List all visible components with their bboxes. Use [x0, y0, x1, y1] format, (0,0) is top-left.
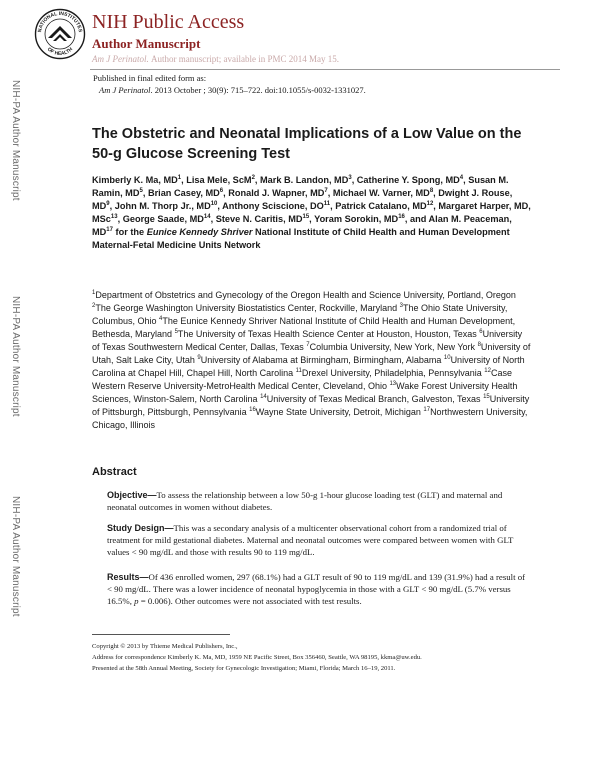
header-divider: [90, 69, 560, 70]
authors-connector: and: [409, 214, 427, 224]
author-name: Dwight J. Rouse, MD: [92, 188, 513, 211]
side-label-top: NIH-PA Author Manuscript: [10, 80, 21, 201]
affiliation-text: Drexel University, Philadelphia, Pennsylvania: [301, 368, 482, 378]
affiliation-number: 16: [249, 407, 256, 413]
affiliation-text: Columbia University, New York, New York: [309, 342, 476, 352]
author-name: John M. Thorp Jr., MD: [114, 201, 211, 211]
author-name: Patrick Catalano, MD: [335, 201, 427, 211]
author-list: Kimberly K. Ma, $MD^1$, Lisa Mele, ScM$^2$, Mark B. Landon, $MD^3$, Catherine Y. Spong, $MD^4$, Susan M. Ramin, $MD^5$, Brian Casey, $MD^6$, Ronald J. Wapner, $MD^7$, Michael W. Varner, $MD^8$, Dwight J. Rouse, $MD^9$, John M. Thorp Jr., MD$^{10}$, Anthony Sciscione, DO$^{11}$, Patrick Catalano, MD$^{12}$, Margaret Harper, MD, MSc$^{13}$, George Saade, MD$^{14}$, Steve N. Caritis, MD$^{15}$, Yoram Sorokin, MD$^{16}$, and Alan M. Peaceman, MD$^{17}$ for the Eunice Kennedy Shriver National Institute of Child Health and Human Development Maternal-Fetal Medicine Units Network: [92, 174, 531, 250]
journal-abbrev: Am J Perinatol.: [92, 54, 149, 64]
affiliation-text: University of Texas Southwestern Medical Center, Dallas, Texas: [92, 329, 523, 352]
author-affiliation-ref: 9: [106, 200, 110, 207]
affiliation-number: 7: [306, 342, 310, 348]
author-affiliation-ref: 10: [210, 200, 218, 207]
footnotes: [92, 641, 532, 674]
correspondence-note: Address for correspondence Kimberly K. Ma, MD, 1959 NE Pacific Street, Box 356460, Seattle, WA 98195, kkma@uw.edu.: [92, 654, 422, 661]
affiliation-text: Wake Forest University Health Sciences, Winston-Salem, North Carolina: [92, 381, 518, 404]
affiliation-number: 4: [159, 316, 163, 322]
affiliation-text: University of Texas Medical Branch, Galveston, Texas: [266, 394, 481, 404]
authors-group-prefix: for the: [115, 227, 145, 237]
study-design-text: This was a secondary analysis of a multicenter observational cohort from a randomized trial of treatment for mild gestational diabetes. Maternal and neonatal outcomes were compared between women with GLT values < 90 mg/dL and those with results 90 to 119 mg/dL.: [107, 523, 514, 557]
affiliation-list: [92, 289, 532, 432]
affiliation-number: 11: [295, 368, 302, 374]
published-label: Published in final edited form as:: [93, 73, 207, 83]
affiliation-number: 10: [443, 355, 451, 361]
affiliation-number: 13: [389, 381, 397, 387]
side-label-middle: NIH-PA Author Manuscript: [10, 296, 21, 417]
author-name: Michael W. Varner, MD: [332, 188, 430, 198]
affiliation-number: 1: [92, 290, 96, 296]
objective-text: To assess the relationship between a low 50-g 1-hour glucose loading test (GLT) and maternal and neonatal outcomes in women without diabetes.: [107, 490, 503, 512]
affiliation-text: Case Western Reserve University-MetroHealth Medical Center, Cleveland, Ohio: [92, 368, 512, 391]
svg-text:NATIONAL INSTITUTES: NATIONAL INSTITUTES: [37, 10, 83, 33]
author-affiliation-ref: 8: [429, 187, 434, 194]
article-title: The Obstetric and Neonatal Implications of a Low Value on the 50-g Glucose Screening Test: [92, 126, 522, 162]
authors-group-network: National Institute of Child Health and Human Development Maternal-Fetal Medicine Units Network: [92, 227, 510, 250]
affiliation-text: University of North Carolina at Chapel Hill, Chapel Hill, North Carolina: [92, 355, 525, 378]
published-journal: Am J Perinatol: [99, 85, 151, 95]
author-name: Brian Casey, MD: [147, 188, 220, 198]
affiliation-text: University of Alabama at Birmingham, Birmingham, Alabama: [200, 355, 442, 365]
author-name: Alan M. Peaceman, MD: [92, 214, 512, 237]
presentation-note: Presented at the 58th Annual Meeting, Society for Gynecologic Investigation; Miami, Florida; March 16–19, 2011.: [92, 665, 396, 672]
affiliation-number: 3: [399, 303, 403, 309]
affiliation-text: Northwestern University, Chicago, Illinois: [92, 407, 528, 430]
author-name: Margaret Harper, MD, MSc: [92, 201, 531, 224]
author-name: Kimberly K. Ma, MD: [92, 175, 178, 185]
pmc-citation: [92, 54, 339, 64]
author-affiliation-ref: 6: [219, 187, 224, 194]
author-name: Yoram Sorokin, MD: [314, 214, 399, 224]
author-affiliation-ref: 14: [203, 213, 211, 220]
affiliation-number: 14: [260, 394, 267, 400]
published-citation: . 2013 October ; 30(9): 715–722. doi:10.1055/s-0032-1331027.: [150, 85, 366, 95]
affiliation-number: 17: [423, 407, 431, 413]
affiliation-number: 5: [174, 329, 178, 335]
affiliation-text: The Eunice Kennedy Shriver National Institute of Child Health and Human Development, Bethesda, Maryland: [92, 316, 516, 339]
author-affiliation-ref: 5: [139, 187, 143, 194]
author-name: Anthony Sciscione, DO: [222, 201, 324, 211]
author-affiliation-ref: 13: [110, 213, 118, 220]
author-affiliation-ref: 15: [302, 213, 310, 220]
copyright-note: Copyright © 2013 by Thieme Medical Publishers, Inc.,: [92, 643, 238, 650]
affiliation-number: 15: [483, 394, 490, 400]
affiliation-number: 6: [479, 329, 483, 335]
author-name: Susan M. Ramin, MD: [92, 175, 509, 198]
affiliation-number: 2: [92, 303, 96, 309]
availability-note: Author manuscript; available in PMC 2014 May 15.: [151, 54, 339, 64]
affiliation-text: The University of Texas Health Science Center at Houston, Houston, Texas: [177, 329, 477, 339]
author-name: Lisa Mele, ScM: [186, 175, 252, 185]
abstract-objective: [107, 489, 527, 513]
author-name: George Saade, MD: [122, 214, 204, 224]
affiliation-text: University of Pittsburgh, Pittsburgh, Pennsylvania: [92, 394, 530, 417]
affiliation-number: 9: [197, 355, 201, 361]
author-affiliation-ref: 2: [251, 174, 255, 181]
objective-label: Objective—: [107, 490, 157, 500]
author-name: Catherine Y. Spong, MD: [356, 175, 460, 185]
nih-seal-logo: [34, 8, 86, 60]
affiliation-number: 8: [477, 342, 481, 348]
author-affiliation-ref: 17: [106, 226, 113, 233]
author-name: Steve N. Caritis, MD: [215, 214, 303, 224]
side-label-bottom: NIH-PA Author Manuscript: [10, 496, 21, 617]
author-affiliation-ref: 11: [323, 200, 331, 207]
affiliation-text: Wayne State University, Detroit, Michigan: [255, 407, 421, 417]
nih-public-access-title: NIH Public Access: [92, 11, 245, 33]
results-text-1: Of 436 enrolled women, 297 (68.1%) had a GLT result of 90 to 119 mg/dL and 139 (31.9%) had a result of < 90 mg/dL. There was a lower incidence of neonatal hypoglycemia in those with a GLT < 90 mg/dL (5.7% versus 16.5%,: [107, 572, 526, 606]
affiliation-text: The George Washington University Biostatistics Center, Rockville, Maryland: [95, 303, 398, 313]
author-name: Mark B. Landon, MD: [260, 175, 349, 185]
author-affiliation-ref: 1: [177, 174, 182, 181]
author-affiliation-ref: 12: [426, 200, 434, 207]
affiliation-number: 12: [484, 368, 491, 374]
results-p-symbol: p: [134, 596, 139, 606]
results-text-2: = 0.006). Other outcomes were not associated with test results.: [140, 596, 362, 606]
results-label: Results—: [107, 572, 149, 582]
abstract-results: [107, 571, 527, 607]
author-affiliation-ref: 7: [324, 187, 328, 194]
published-info: [93, 72, 366, 96]
author-affiliation-ref: 3: [348, 174, 352, 181]
author-manuscript-label: Author Manuscript: [92, 36, 201, 51]
affiliation-text: Department of Obstetrics and Gynecology of the Oregon Health and Science University, Portland, Oregon: [95, 290, 516, 300]
affiliation-text: The Ohio State University, Columbus, Ohio: [92, 303, 508, 326]
abstract-heading: Abstract: [92, 466, 137, 478]
author-affiliation-ref: 4: [459, 174, 464, 181]
author-name: Ronald J. Wapner, MD: [228, 188, 325, 198]
abstract-study-design: [107, 522, 527, 558]
svg-text:OF HEALTH: OF HEALTH: [45, 46, 75, 58]
author-affiliation-ref: 16: [398, 213, 405, 220]
affiliation-text: University of Utah, Salt Lake City, Utah: [92, 342, 531, 365]
authors-group-italic: Eunice Kennedy Shriver: [146, 227, 253, 237]
study-design-label: Study Design—: [107, 523, 174, 533]
footnote-divider: [92, 634, 230, 635]
